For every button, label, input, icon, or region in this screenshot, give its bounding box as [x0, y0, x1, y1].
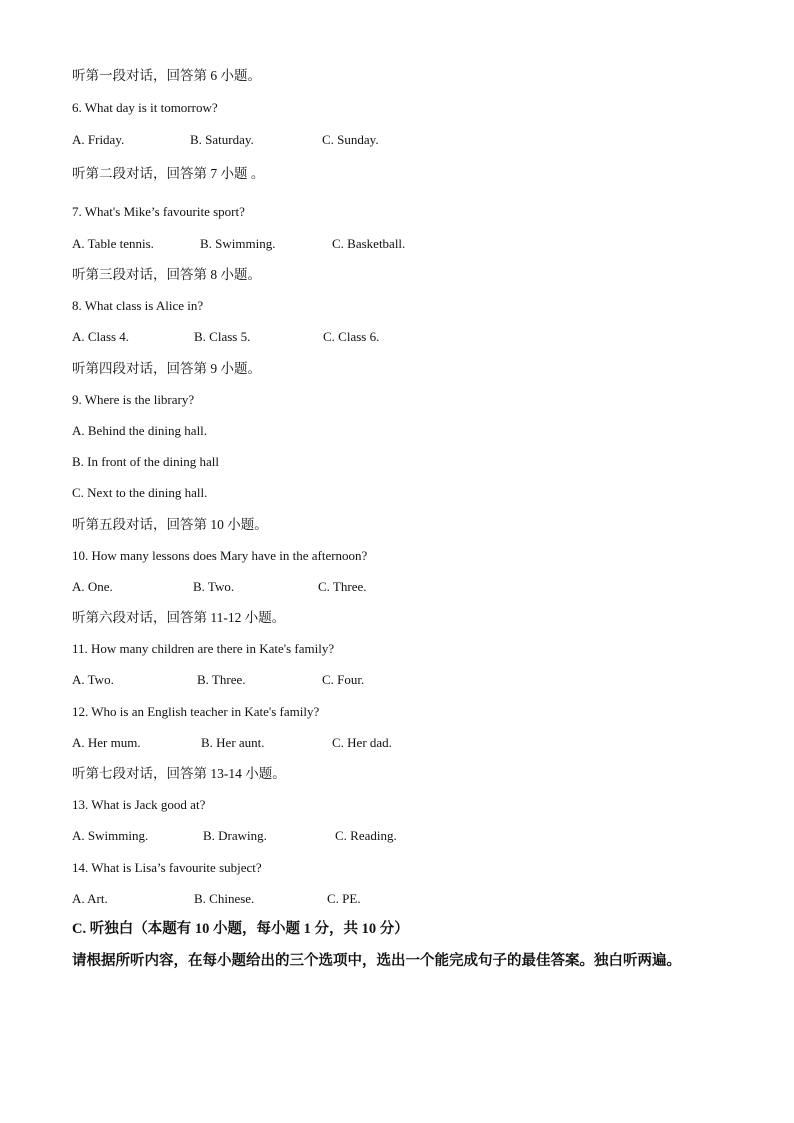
option-b[interactable]: B. In front of the dining hall [72, 454, 219, 469]
option-c[interactable]: C. Next to the dining hall. [72, 485, 208, 500]
option-a[interactable]: A. Friday. [72, 132, 125, 147]
question-12: 12. Who is an English teacher in Kate's family? [72, 704, 320, 719]
option-c[interactable]: C. Four. [322, 672, 365, 687]
option-b[interactable]: B. Two. [193, 579, 235, 594]
section-intro-1: 听第一段对话，回答第 6 小题。 [72, 68, 261, 83]
option-b[interactable]: B. Drawing. [203, 828, 267, 843]
question-11: 11. How many children are there in Kate's family? [72, 641, 335, 656]
section-intro-5: 听第五段对话，回答第 10 小题。 [72, 517, 268, 532]
option-b[interactable]: B. Class 5. [194, 329, 251, 344]
option-c[interactable]: C. Three. [318, 579, 367, 594]
option-c[interactable]: C. PE. [327, 891, 361, 906]
option-a[interactable]: A. Two. [72, 672, 114, 687]
option-a[interactable]: A. Table tennis. [72, 236, 154, 251]
option-c[interactable]: C. Class 6. [323, 329, 380, 344]
section-intro-3: 听第三段对话，回答第 8 小题。 [72, 267, 261, 282]
option-b[interactable]: B. Chinese. [194, 891, 255, 906]
option-c[interactable]: C. Basketball. [332, 236, 406, 251]
question-7: 7. What's Mike’s favourite sport? [72, 204, 245, 219]
option-a[interactable]: A. Art. [72, 891, 108, 906]
section-intro-6: 听第六段对话，回答第 11-12 小题。 [72, 610, 286, 625]
question-13: 13. What is Jack good at? [72, 797, 206, 812]
option-a[interactable]: A. Swimming. [72, 828, 149, 843]
part-c-heading: C. 听独白（本题有 10 小题，每小题 1 分，共 10 分） [72, 921, 409, 937]
option-c[interactable]: C. Sunday. [322, 132, 379, 147]
part-c-instruction: 请根据所听内容，在每小题给出的三个选项中，选出一个能完成句子的最佳答案。独白听两遍。 [72, 953, 681, 969]
option-a[interactable]: A. Behind the dining hall. [72, 423, 208, 438]
option-c[interactable]: C. Reading. [335, 828, 397, 843]
option-a[interactable]: A. Her mum. [72, 735, 141, 750]
option-a[interactable]: A. One. [72, 579, 113, 594]
option-b[interactable]: B. Her aunt. [201, 735, 265, 750]
question-14: 14. What is Lisa’s favourite subject? [72, 860, 262, 875]
section-intro-7: 听第七段对话，回答第 13-14 小题。 [72, 766, 286, 781]
option-a[interactable]: A. Class 4. [72, 329, 130, 344]
option-b[interactable]: B. Three. [197, 672, 246, 687]
option-b[interactable]: B. Swimming. [200, 236, 276, 251]
question-10: 10. How many lessons does Mary have in the afternoon? [72, 548, 368, 563]
question-8: 8. What class is Alice in? [72, 298, 204, 313]
option-b[interactable]: B. Saturday. [190, 132, 254, 147]
section-intro-4: 听第四段对话，回答第 9 小题。 [72, 361, 261, 376]
section-intro-2: 听第二段对话，回答第 7 小题 。 [72, 166, 265, 181]
option-c[interactable]: C. Her dad. [332, 735, 392, 750]
question-9: 9. Where is the library? [72, 392, 195, 407]
question-6: 6. What day is it tomorrow? [72, 100, 218, 115]
